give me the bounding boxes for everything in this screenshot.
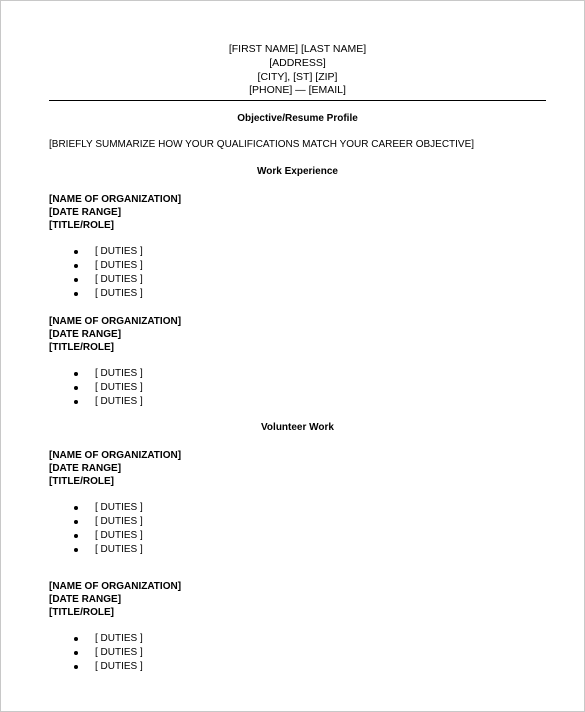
bullet-icon	[74, 637, 78, 641]
volunteer-entry	[49, 580, 546, 674]
objective-heading: Objective/Resume Profile	[237, 113, 358, 124]
bullet-icon	[74, 534, 78, 538]
bullet-icon	[74, 250, 78, 254]
duty-item: [ DUTIES ]	[49, 646, 546, 660]
duties-list	[49, 245, 546, 301]
organization-name: [NAME OF ORGANIZATION]	[49, 316, 182, 327]
duties-list	[49, 501, 546, 557]
address-line: [ADDRESS]	[269, 56, 326, 69]
date-range: [DATE RANGE]	[49, 463, 122, 474]
date-range: [DATE RANGE]	[49, 207, 122, 218]
job-title: [TITLE/ROLE]	[49, 476, 114, 487]
bullet-icon	[74, 520, 78, 524]
duty-item: [ DUTIES ]	[49, 501, 546, 515]
objective-summary: [BRIEFLY SUMMARIZE HOW YOUR QUALIFICATIONS MATCH YOUR CAREER OBJECTIVE]	[49, 139, 475, 150]
bullet-icon	[74, 292, 78, 296]
bullet-icon	[74, 400, 78, 404]
duty-item: [ DUTIES ]	[49, 287, 546, 301]
bullet-icon	[74, 386, 78, 390]
name-line: [FIRST NAME] [LAST NAME]	[228, 43, 367, 55]
bullet-icon	[74, 372, 78, 376]
volunteer-entry	[49, 449, 546, 557]
bullet-icon	[74, 665, 78, 669]
duties-list	[49, 632, 546, 674]
job-title: [TITLE/ROLE]	[49, 607, 114, 618]
duty-item: [ DUTIES ]	[49, 529, 546, 543]
duty-item: [ DUTIES ]	[49, 245, 546, 259]
duty-item: [ DUTIES ]	[49, 632, 546, 646]
contact-header	[49, 43, 546, 98]
job-title: [TITLE/ROLE]	[49, 342, 114, 353]
phone-email-line: [PHONE] — [EMAIL]	[249, 84, 346, 97]
date-range: [DATE RANGE]	[49, 329, 122, 340]
bullet-icon	[74, 264, 78, 268]
organization-name: [NAME OF ORGANIZATION]	[49, 450, 182, 461]
bullet-icon	[74, 548, 78, 552]
duty-item: [ DUTIES ]	[49, 515, 546, 529]
work-experience-heading: Work Experience	[257, 166, 338, 177]
duty-item: [ DUTIES ]	[49, 660, 546, 674]
duty-item: [ DUTIES ]	[49, 381, 546, 395]
city-state-zip-line: [CITY], [ST] [ZIP]	[257, 70, 338, 83]
work-entry	[49, 193, 546, 301]
work-entry	[49, 315, 546, 409]
bullet-icon	[74, 278, 78, 282]
bullet-icon	[74, 506, 78, 510]
organization-name: [NAME OF ORGANIZATION]	[49, 581, 182, 592]
duty-item: [ DUTIES ]	[49, 367, 546, 381]
organization-name: [NAME OF ORGANIZATION]	[49, 194, 182, 205]
duty-item: [ DUTIES ]	[49, 273, 546, 287]
duty-item: [ DUTIES ]	[49, 543, 546, 557]
duty-item: [ DUTIES ]	[49, 395, 546, 409]
header-divider	[49, 100, 546, 101]
duties-list	[49, 367, 546, 409]
duty-item: [ DUTIES ]	[49, 259, 546, 273]
date-range: [DATE RANGE]	[49, 594, 122, 605]
bullet-icon	[74, 651, 78, 655]
volunteer-work-heading: Volunteer Work	[261, 422, 334, 433]
job-title: [TITLE/ROLE]	[49, 220, 114, 231]
